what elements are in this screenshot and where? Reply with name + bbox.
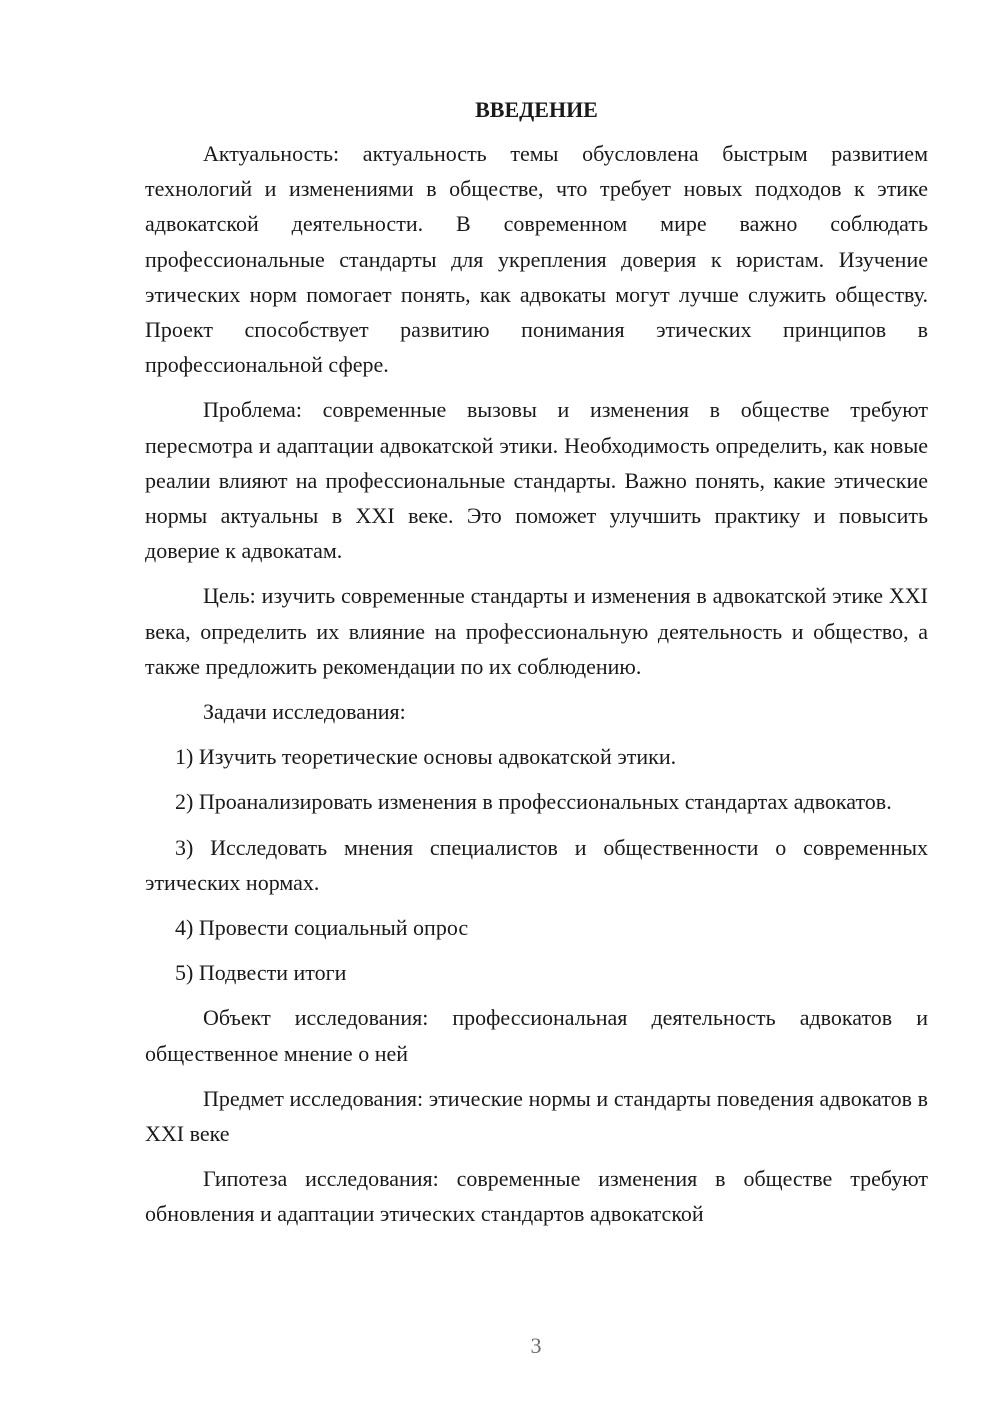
document-page (145, 92, 928, 1242)
section-title: ВВЕДЕНИЕ (475, 97, 598, 122)
task-item-5: 5) Подвести итоги (175, 960, 347, 986)
task-item-2: 2) Проанализировать изменения в профессиональных стандартах адвокатов. (175, 789, 892, 815)
task-item-3: 3) Исследовать мнения специалистов и общественности о современных этических нормах. (145, 834, 928, 895)
task-item-1: 1) Изучить теоретические основы адвокатской этики. (175, 744, 677, 770)
page-number: 3 (530, 1333, 542, 1358)
paragraph-object: Объект исследования: профессиональная деятельность адвокатов и общественное мнение о ней (145, 1005, 928, 1066)
paragraph-problem: Проблема: современные вызовы и изменения в обществе требуют пересмотра и адаптации адвокатской этики. Необходимость определить, как новые реалии влияют на профессиональные стандарты. Важно понять, какие этические нормы актуальны в XXI веке. Это поможет улучшить практику и повысить доверие к адвокатам. (145, 397, 928, 564)
paragraph-relevance: Актуальность: актуальность темы обусловлена быстрым развитием технологий и изменениями в обществе, что требует новых подходов к этике адвокатской деятельности. В современном мире важно соблюдать профессиональные стандарты для укрепления доверия к юристам. Изучение этических норм помогает понять, как адвокаты могут лучше служить обществу. Проект способствует развитию понимания этических принципов в профессиональной сфере. (145, 141, 928, 378)
task-item-4: 4) Провести социальный опрос (175, 915, 469, 941)
tasks-heading: Задачи исследования: (203, 699, 406, 725)
paragraph-hypothesis: Гипотеза исследования: современные изменения в обществе требуют обновления и адаптации этических стандартов адвокатской (145, 1166, 928, 1227)
paragraph-goal: Цель: изучить современные стандарты и изменения в адвокатской этике XXI века, определить их влияние на профессиональную деятельность и общество, а также предложить рекомендации по их соблюдению. (145, 583, 928, 679)
paragraph-subject: Предмет исследования: этические нормы и стандарты поведения адвокатов в XXI веке (145, 1085, 928, 1147)
